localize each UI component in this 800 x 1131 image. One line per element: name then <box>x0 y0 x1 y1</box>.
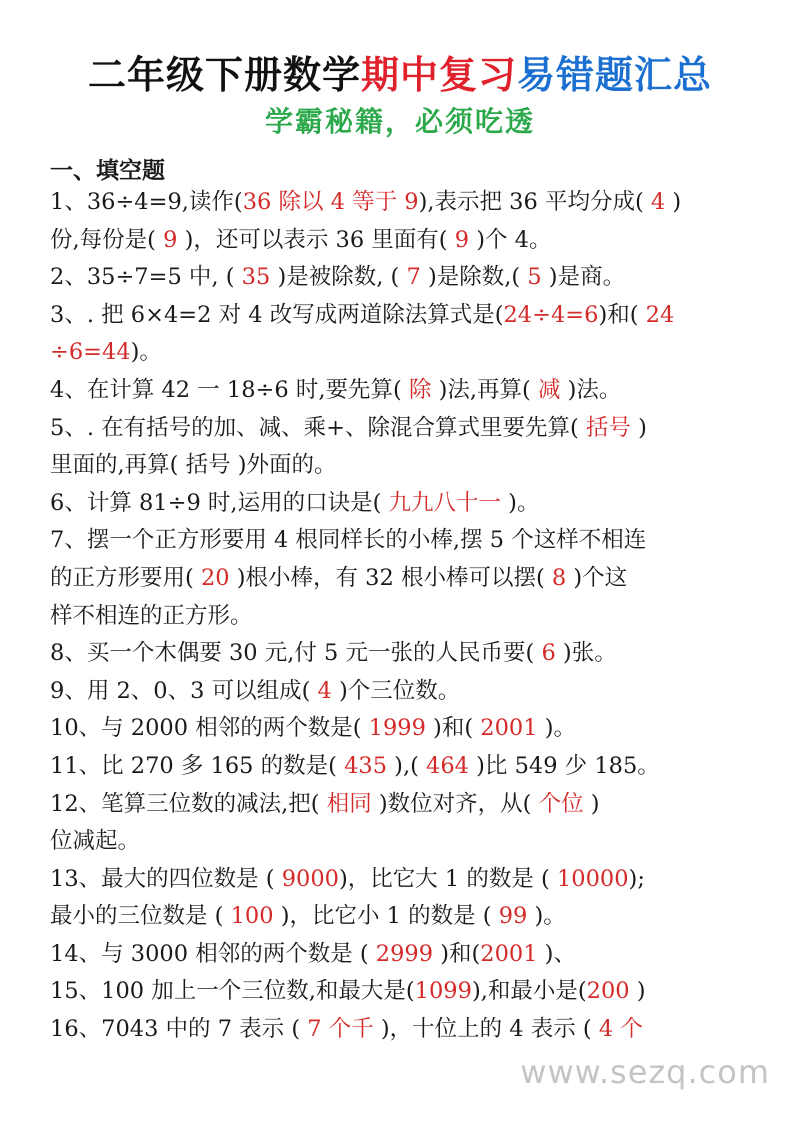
answer-text: 减 <box>537 376 561 403</box>
answer-text: 7 个千 <box>307 1016 374 1043</box>
question-text: )。 <box>537 715 576 742</box>
question-text: 2、35÷7=5 中, ( <box>50 264 242 291</box>
answer-text: 8 <box>551 564 567 591</box>
question-text: )，十位上的 4 表示 ( <box>373 1016 599 1043</box>
question-line <box>50 786 758 824</box>
question-text: )和( <box>425 715 481 742</box>
answer-text: 99 <box>498 903 528 930</box>
answer-text: 435 <box>344 752 388 779</box>
question-line <box>50 748 758 786</box>
title-part-black: 二年级下册数学 <box>87 53 361 97</box>
question-text: 7、摆一个正方形要用 4 根同样长的小棒,摆 5 个这样不相连 <box>50 527 647 554</box>
question-text: )个 4。 <box>469 226 552 253</box>
question-line <box>50 372 758 410</box>
question-line <box>50 861 758 899</box>
answer-text: 4 <box>643 189 673 215</box>
question-list <box>50 184 758 1049</box>
question-text: )是商。 <box>541 264 626 291</box>
question-text: 10、与 2000 相邻的两个数是( <box>50 715 369 742</box>
question-text: 5、. 在有括号的加、减、乘+、除混合算式里要先算( <box>50 414 586 441</box>
question-text: )根小棒，有 32 根小棒可以摆( <box>229 564 552 591</box>
answer-text: 5 <box>527 264 542 291</box>
question-text: 1、36÷4=9,读作( <box>50 189 243 215</box>
answer-text: 2999 <box>375 940 434 967</box>
answer-text: 9 <box>454 226 470 253</box>
question-text: ) <box>672 189 682 215</box>
question-text: 里面的,再算( 括号 )外面的。 <box>50 452 337 479</box>
question-line <box>50 973 758 1011</box>
page-title <box>0 44 800 99</box>
section-heading: 一、填空题 <box>50 157 165 184</box>
question-text: ),表示把 36 平均分成( <box>418 189 644 215</box>
question-line <box>50 710 758 748</box>
answer-text: 9 <box>163 226 178 253</box>
question-text: )、 <box>537 940 576 967</box>
question-text: )是被除数, ( <box>270 264 407 291</box>
answer-text: 2001 <box>480 715 538 742</box>
question-line <box>50 598 758 636</box>
question-text: 15、100 加上一个三位数,和最大是( <box>50 978 415 1005</box>
answer-text: 相同 <box>326 790 372 817</box>
question-line <box>50 635 758 673</box>
question-line <box>50 184 758 222</box>
answer-text: 6 <box>541 640 556 667</box>
question-text: 位减起。 <box>50 828 141 855</box>
question-text: 16、7043 中的 7 表示 ( <box>50 1016 308 1043</box>
question-text: )个三位数。 <box>331 677 461 704</box>
question-text: )张。 <box>555 640 617 667</box>
answer-text: 24÷4=6 <box>503 301 599 328</box>
question-text: ) <box>583 790 600 817</box>
page-subtitle: 学霸秘籍，必须吃透 <box>264 105 535 138</box>
question-line <box>50 936 758 974</box>
question-text: )，比它大 1 的数是 ( <box>338 865 557 892</box>
question-text: )，比它小 1 的数是 ( <box>273 903 499 930</box>
answer-text: 200 <box>586 978 630 1005</box>
question-line <box>50 1011 758 1049</box>
question-text: ),( <box>387 752 427 779</box>
answer-text: 24 <box>645 301 675 328</box>
question-text: 11、比 270 多 165 的数是( <box>50 752 345 779</box>
question-text: )。 <box>130 339 162 366</box>
question-line <box>50 522 758 560</box>
question-line <box>50 485 758 523</box>
question-text: 9、用 2、0、3 可以组成( <box>50 677 318 704</box>
question-text: )数位对齐，从( <box>371 790 539 817</box>
question-line <box>50 673 758 711</box>
question-line <box>50 259 758 297</box>
question-text: ); <box>628 865 645 892</box>
answer-text: 464 <box>426 752 469 779</box>
question-text: 13、最大的四位数是 ( <box>50 865 282 892</box>
question-line <box>50 898 758 936</box>
answer-text: 100 <box>230 903 274 930</box>
question-text: ),和最小是( <box>471 978 587 1005</box>
question-line <box>50 447 758 485</box>
question-text: 8、买一个木偶要 30 元,付 5 元一张的人民币要( <box>50 640 542 667</box>
question-text: 最小的三位数是 ( <box>50 903 231 930</box>
answer-text: 4 <box>317 677 332 704</box>
title-part-red: 期中复习 <box>360 53 517 97</box>
question-text: 的正方形要用( <box>50 564 201 591</box>
answer-text: 除 <box>408 376 432 403</box>
answer-text: 35 <box>241 264 271 291</box>
question-text: )，还可以表示 36 里面有( <box>177 226 455 253</box>
question-line <box>50 222 758 260</box>
question-line <box>50 560 758 598</box>
answer-text: 9000 <box>281 865 339 892</box>
answer-text: 36 除以 4 等于 9 <box>242 189 419 215</box>
question-line <box>50 823 758 861</box>
answer-text: 7 <box>406 264 421 291</box>
question-line <box>50 297 758 335</box>
question-text: )和( <box>598 301 646 328</box>
question-text: )个这 <box>566 564 628 591</box>
question-text: )比 549 少 185。 <box>468 752 660 779</box>
question-text: )。 <box>527 903 566 930</box>
answer-text: 个位 <box>538 790 584 817</box>
question-text: 12、笔算三位数的减法,把( <box>50 790 327 817</box>
answer-text: 1999 <box>368 715 426 742</box>
answer-text: ÷6=44 <box>50 339 131 366</box>
question-text: 6、计算 81÷9 时,运用的口诀是( <box>50 489 389 516</box>
question-text: )和( <box>433 940 481 967</box>
question-text: 4、在计算 42 一 18÷6 时,要先算( <box>50 376 409 403</box>
answer-text: 1099 <box>414 978 472 1005</box>
answer-text: 括号 <box>585 414 631 441</box>
watermark: www.sezq.com <box>520 1053 770 1091</box>
question-text: )法,再算( <box>431 376 538 403</box>
question-text: 样不相连的正方形。 <box>50 602 253 629</box>
question-text: 份,每份是( <box>50 226 164 253</box>
answer-text: 20 <box>200 564 230 591</box>
question-text: )是除数,( <box>420 264 528 291</box>
question-line <box>50 410 758 448</box>
question-text: 3、. 把 6×4=2 对 4 改写成两道除法算式是( <box>50 301 504 328</box>
question-text: ) <box>630 414 647 441</box>
answer-text: 4 个 <box>598 1016 643 1043</box>
question-text: )。 <box>501 489 540 516</box>
answer-text: 九九八十一 <box>388 489 502 516</box>
question-text: )法。 <box>560 376 622 403</box>
question-line <box>50 334 758 372</box>
title-part-blue: 易错题汇总 <box>517 53 713 97</box>
question-text: 14、与 3000 相邻的两个数是 ( <box>50 940 376 967</box>
question-text: ) <box>629 978 646 1005</box>
answer-text: 2001 <box>480 940 538 967</box>
answer-text: 10000 <box>556 865 629 892</box>
